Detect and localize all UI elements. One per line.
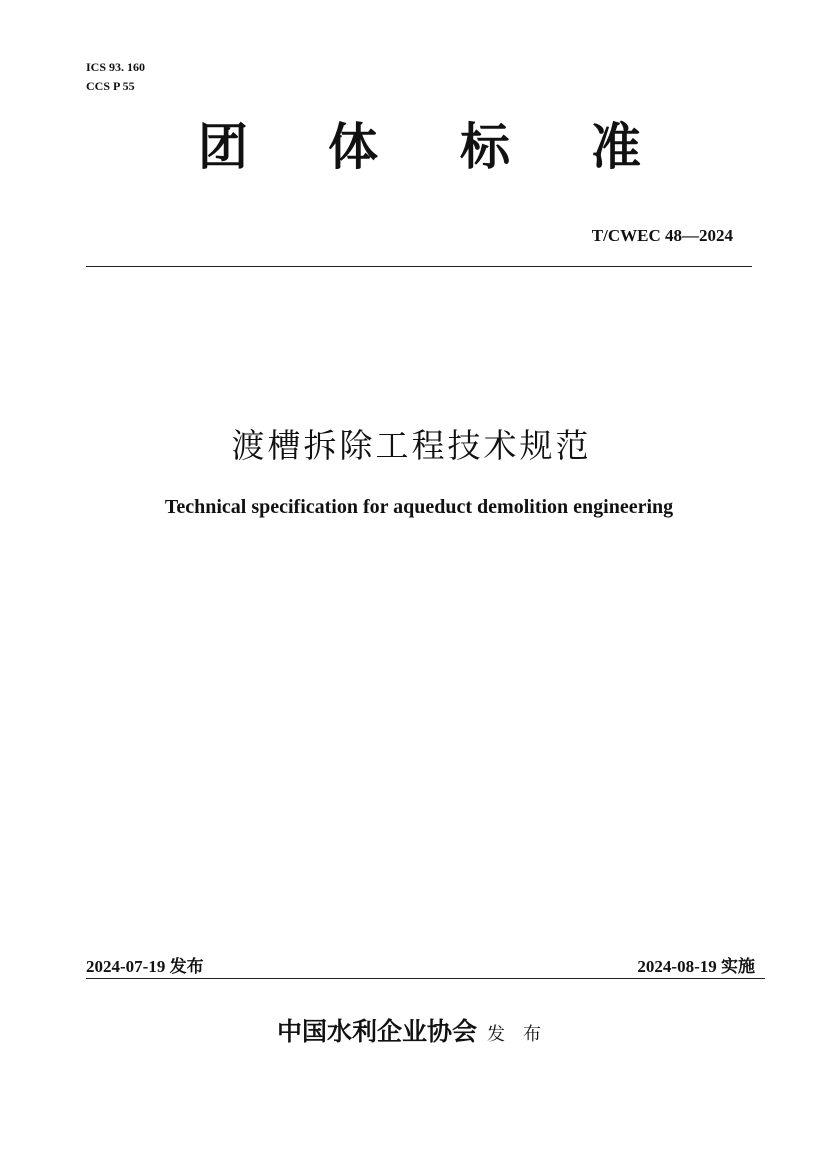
ccs-code: CCS P 55 (86, 79, 135, 93)
publisher-organization: 中国水利企业协会 (276, 1017, 477, 1046)
publisher-line (0, 1012, 815, 1048)
top-divider (86, 266, 752, 267)
standard-type-char: 准 (591, 118, 641, 176)
bottom-divider (86, 978, 765, 979)
standard-type-heading (0, 112, 815, 182)
standard-type-char: 团 (198, 118, 248, 176)
standard-type-char: 体 (328, 118, 378, 176)
publisher-action: 发布 (487, 1024, 559, 1045)
classification-codes (86, 58, 145, 96)
issue-date: 2024-07-19 发布 (86, 957, 204, 976)
title-chinese: 渡槽拆除工程技术规范 (231, 426, 592, 465)
ics-code: ICS 93. 160 (86, 60, 146, 74)
standard-number: T/CWEC 48—2024 (591, 226, 733, 245)
title-english: Technical specification for aqueduct demolition engineering (164, 496, 674, 518)
standard-type-char: 标 (460, 118, 510, 176)
implementation-date: 2024-08-19 实施 (637, 957, 755, 976)
